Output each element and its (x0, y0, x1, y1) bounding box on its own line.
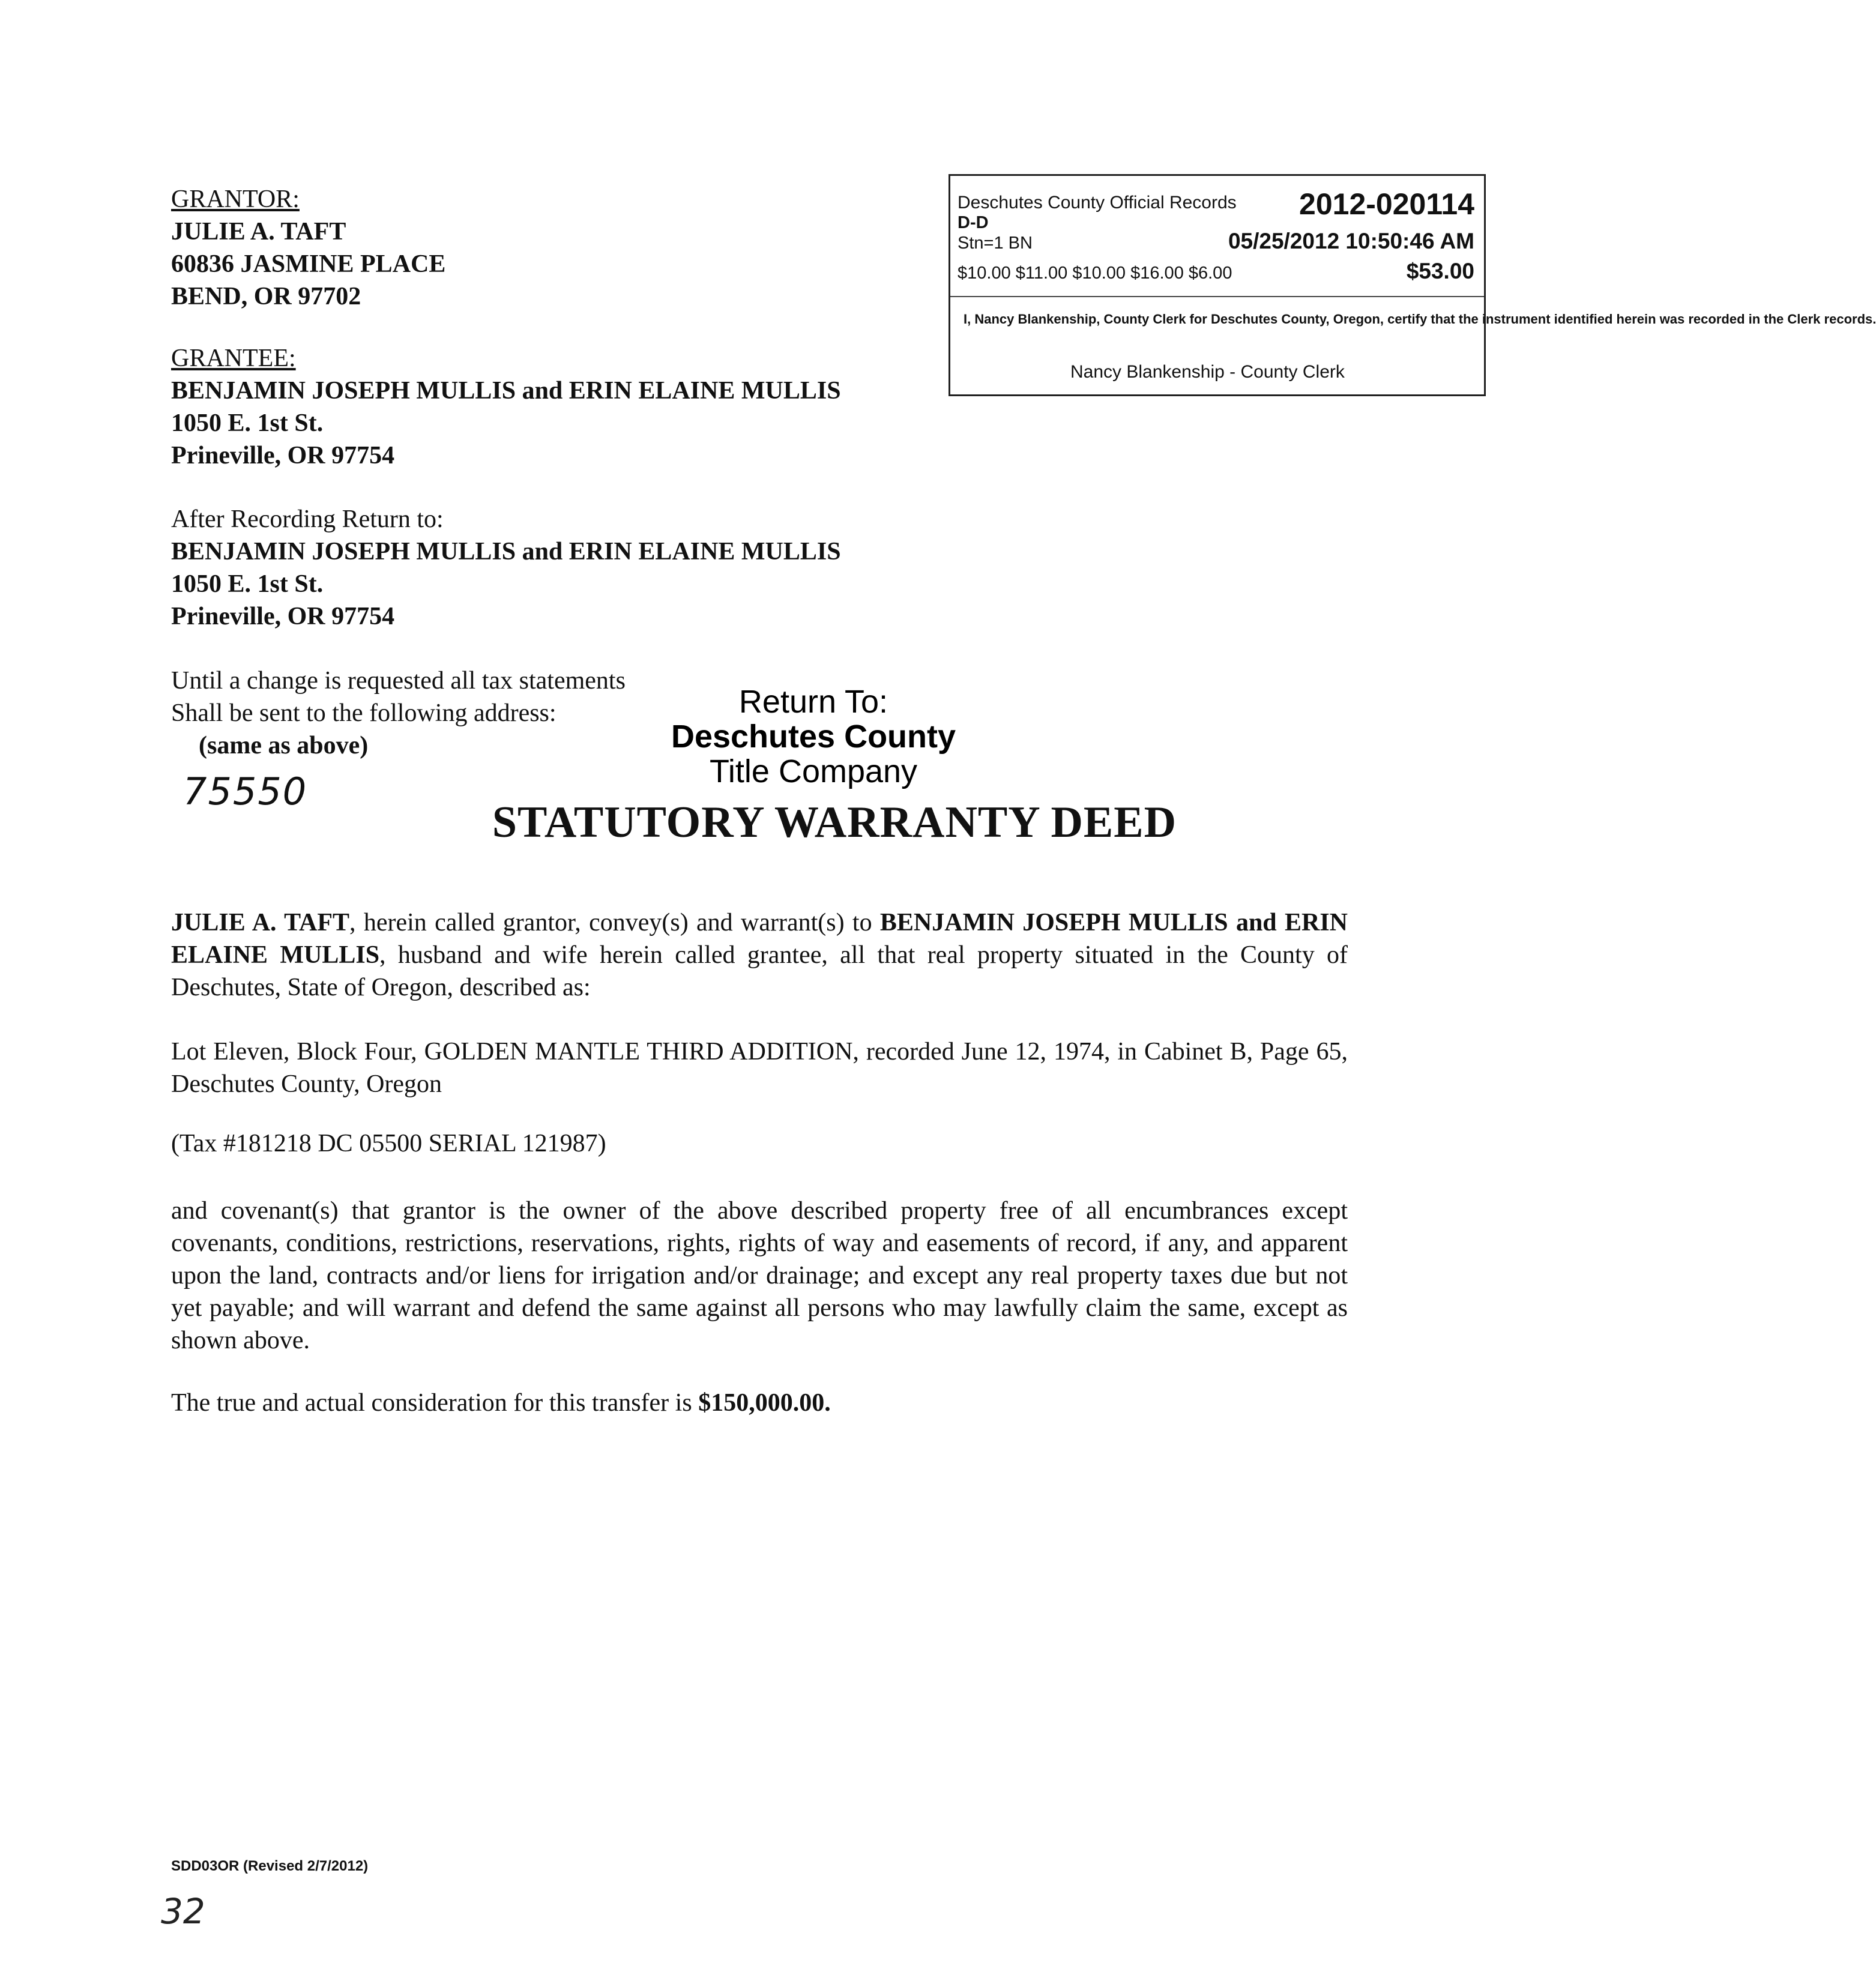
stamp-signer: Nancy Blankenship - County Clerk (1070, 362, 1345, 382)
consideration-text: The true and actual consideration for this transfer is (171, 1389, 699, 1417)
title-company-stamp (657, 684, 970, 789)
tax-statement-block (171, 665, 626, 762)
tax-line-1: Until a change is requested all tax statements (171, 667, 626, 695)
recording-stamp (949, 174, 1876, 396)
return-to-block (171, 503, 841, 633)
tax-line-3: (same as above) (199, 732, 369, 759)
tax-id: (Tax #181218 DC 05500 SERIAL 121987) (171, 1130, 606, 1157)
body-convey-text: , herein called grantor, convey(s) and warrant(s) to (349, 909, 880, 936)
body-grantor-name: JULIE A. TAFT (171, 909, 350, 936)
consideration-amount: $150,000.00 (698, 1389, 825, 1417)
grantor-street: 60836 JASMINE PLACE (171, 250, 446, 278)
consideration-paragraph (171, 1387, 1348, 1419)
body-grantee-names: BENJAMIN JOSEPH MULLIS and ERIN ELAINE MULLIS (171, 909, 1348, 969)
stamp-fees: $10.00 $11.00 $10.00 $16.00 $6.00 (958, 264, 1232, 283)
tax-line-2: Shall be sent to the following address: (171, 699, 556, 727)
grantee-names: BENJAMIN JOSEPH MULLIS and ERIN ELAINE MULLIS (171, 377, 841, 405)
stamp-certification: I, Nancy Blankenship, County Clerk for Deschutes County, Oregon, certify that the instrument identified herein was recorded in the Clerk records. (964, 312, 1876, 327)
stamp-datetime: 05/25/2012 10:50:46 AM (1228, 229, 1474, 253)
title-stamp-line-1: Return To: (738, 684, 888, 720)
handwritten-order-number: 75550 (183, 770, 308, 813)
grantor-name: JULIE A. TAFT (171, 218, 346, 246)
stamp-county-records: Deschutes County Official Records (958, 193, 1237, 213)
title-stamp-line-2: Deschutes County (671, 719, 956, 755)
stamp-total: $53.00 (1406, 259, 1474, 283)
document-title: STATUTORY WARRANTY DEED (492, 798, 1177, 847)
stamp-station: Stn=1 BN (958, 234, 1033, 253)
return-to-street: 1050 E. 1st St. (171, 570, 324, 598)
handwritten-page-mark: 32 (161, 1891, 205, 1932)
grantee-city: Prineville, OR 97754 (171, 442, 395, 469)
legal-description: Lot Eleven, Block Four, GOLDEN MANTLE THIRD ADDITION, recorded June 12, 1974, in Cabinet B, Page 65, Deschutes County, Oregon (171, 1038, 1348, 1098)
form-number: SDD03OR (Revised 2/7/2012) (171, 1858, 369, 1874)
stamp-divider (950, 296, 1484, 297)
grantee-block (171, 342, 841, 472)
return-to-city: Prineville, OR 97754 (171, 603, 395, 630)
grantor-block (171, 183, 445, 313)
body-convey-text-2: , husband and wife herein called grantee, all that real property situated in the County of Deschutes, State of Oregon, described as: (171, 941, 1348, 1001)
grantor-city: BEND, OR 97702 (171, 283, 361, 310)
grantor-heading: GRANTOR: (171, 185, 300, 213)
stamp-doc-type: D-D (958, 213, 989, 232)
return-to-heading: After Recording Return to: (171, 505, 444, 533)
grantee-heading: GRANTEE: (171, 345, 296, 372)
return-to-names: BENJAMIN JOSEPH MULLIS and ERIN ELAINE MULLIS (171, 538, 841, 565)
stamp-record-number: 2012-020114 (1299, 187, 1474, 221)
conveyance-paragraph (171, 906, 1348, 1004)
covenant-paragraph: and covenant(s) that grantor is the owner of the above described property free of all encumbrances except covenants, conditions, restrictions, reservations, rights, rights of way and easements of record, if any, and apparent upon the land, contracts and/or liens for irrigation and/or drainage; and except any real property taxes due but not yet payable; and will warrant and defend the same against all persons who may lawfully claim the same, except as shown above. (171, 1197, 1348, 1354)
title-stamp-line-3: Title Company (709, 753, 918, 789)
grantee-street: 1050 E. 1st St. (171, 409, 324, 437)
consideration-end: . (824, 1389, 831, 1417)
